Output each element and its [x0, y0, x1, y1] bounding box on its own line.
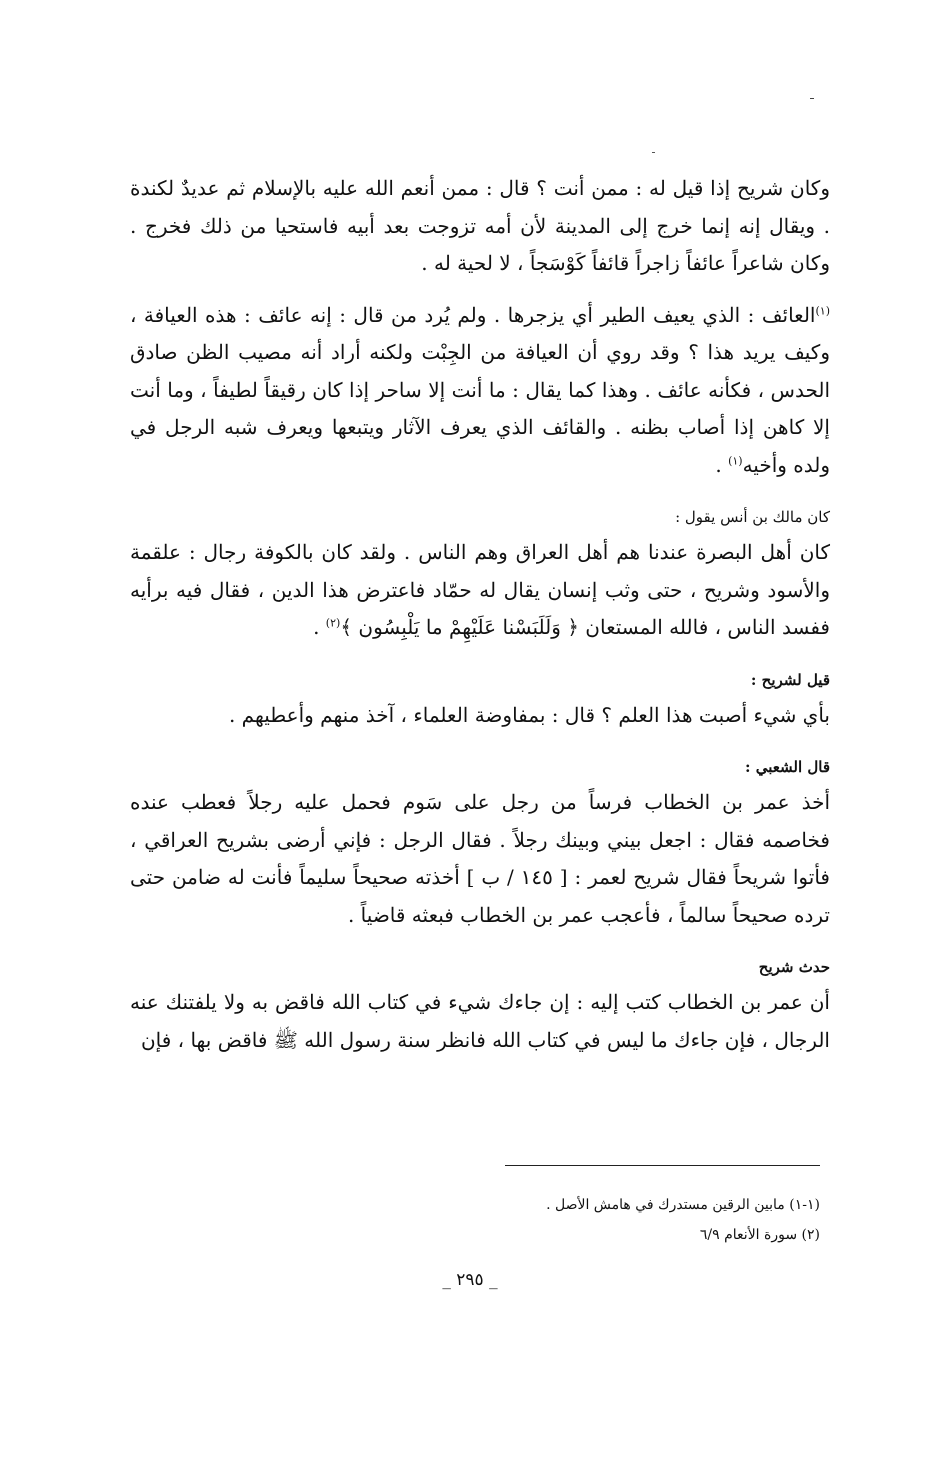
- paragraph-end: .: [313, 615, 326, 639]
- footnotes: [380, 1190, 820, 1250]
- scan-speck: [652, 152, 655, 153]
- paragraph-end: .: [715, 452, 729, 477]
- section-heading-malik: كان مالك بن أنس يقول :: [675, 508, 830, 526]
- paragraph-umar-horse: أخذ عمر بن الخطاب فرساً من رجل على سَوم فحمل عليه رجلاً فعطب عنده فخاصمه فقال : اجعل بيني وبينك رجلاً . فقال الرجل : فإني أرضى بشريح العراقي ، فأتوا شريحاً فقال شريح لعمر : [ ١٤٥ / ب ] أخذته صحيحاً سليماً فأنت له ضامن حتى ترده صحيحاً سالماً ، فأعجب عمر بن الخطاب فبعثه قاضياً .: [130, 790, 830, 927]
- section-heading-shabi: قال الشعبي :: [744, 758, 830, 776]
- section-heading-shuraih-narrated: حدث شريح: [758, 958, 830, 976]
- footnote-marker: (٢): [325, 616, 341, 630]
- footnote-marker: (١): [815, 303, 830, 317]
- paragraph-al-aaif-definition: [130, 297, 830, 485]
- footnote-marker: (١): [728, 453, 743, 467]
- scan-speck: [810, 98, 814, 99]
- footnote-1: (١-١) مابين الرقين مستدرك في هامش الأصل .: [546, 1197, 820, 1213]
- paragraph-text: كان أهل البصرة عندنا هم أهل العراق وهم الناس . ولقد كان بالكوفة رجال : علقمة والأسود وشريح ، حتى وثب إنسان يقال له حمّاد فاعترض هذا الدين ، فقال فيه برأيه ففسد الناس ، فالله المستعان ﴿ وَلَلَبَسْنا عَلَيْهِمْ ما يَلْبِسُون ﴾: [130, 540, 830, 639]
- paragraph-text: العائف : الذي يعيف الطير أي يزجرها . ولم يُرد من قال : إنه عائف : هذه العيافة ، وكيف يريد هذا ؟ وقد روي أن العيافة من الجِبْت ولكنه أراد أنه مصيب الظن صادق الحدس ، فكأنه عائف . وهذا كما يقال : ما أنت إلا ساحر إذا كان رقيقاً لطيفاً ، وما أنت إلا كاهن إذا أصاب بظنه . والقائف الذي يعرف الآثار ويتبعها ويعرف شبه الرجل في ولده وأخيه: [130, 302, 830, 477]
- footnote-2: (٢) سورة الأنعام ٦/٩: [699, 1227, 820, 1243]
- page-number: _ ٢٩٥ _: [442, 1270, 498, 1290]
- footnote-divider: [505, 1165, 820, 1166]
- page-body: [130, 170, 830, 1059]
- section-heading-asked-shuraih: قيل لشريح :: [750, 670, 830, 689]
- paragraph-knowledge-answer: بأي شيء أصبت هذا العلم ؟ قال : بمفاوضة العلماء ، آخذ منهم وأعطيهم .: [228, 702, 830, 727]
- paragraph-umar-letter: أن عمر بن الخطاب كتب إليه : إن جاءك شيء في كتاب الله فاقض به ولا يلفتنك عنه الرجال ، فإن جاءك ما ليس في كتاب الله فانظر سنة رسول الله ﷺ فاقض بها ، فإن: [130, 990, 830, 1052]
- paragraph-basra-people: [130, 534, 830, 647]
- paragraph-shuraih-origin: وكان شريح إذا قيل له : ممن أنت ؟ قال : ممن أنعم الله عليه بالإسلام ثم عديدٌ لكندة . ويقال إنه إنما خرج إلى المدينة لأن أمه تزوجت بعد أبيه فاستحيا من ذلك فخرج . وكان شاعراً عائفاً زاجراً قائفاً كَوْسَجاً ، لا لحية له .: [130, 176, 830, 275]
